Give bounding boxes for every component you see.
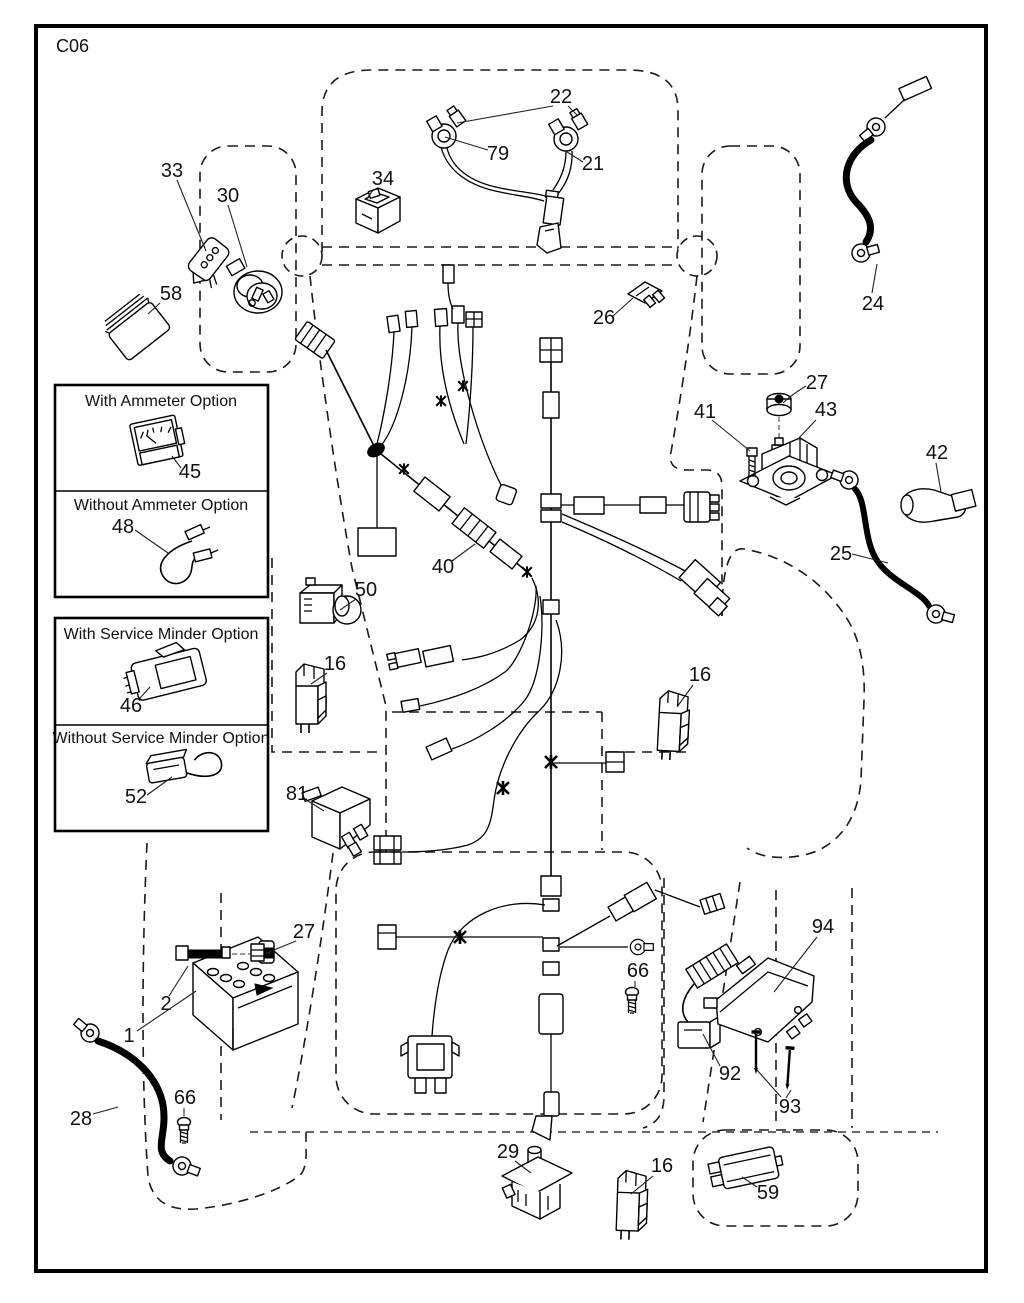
callout-79: 79 (486, 143, 510, 165)
callout-26: 26 (592, 307, 616, 329)
blanking-plug-illustration (145, 744, 223, 787)
terminal-boot-illustration (901, 489, 976, 522)
screw-66-right (626, 988, 639, 1014)
callout-33: 33 (160, 160, 184, 182)
battery-nut-illustration (251, 944, 264, 961)
callout-46: 46 (119, 695, 143, 717)
ammeter-option-box (55, 385, 268, 597)
interlock-switch-bottom (616, 1170, 648, 1240)
module-50-illustration (300, 578, 361, 624)
battery-cable-24-illustration (846, 76, 931, 264)
callout-25: 25 (829, 543, 853, 565)
callout-40: 40 (431, 556, 455, 578)
callout-58: 58 (159, 283, 183, 305)
fuse-26-illustration (628, 282, 665, 307)
callout-22: 22 (549, 86, 573, 108)
callout-50: 50 (354, 579, 378, 601)
callout-94: 94 (811, 916, 835, 938)
callout-41: 41 (693, 401, 717, 423)
callout-81: 81 (285, 783, 309, 805)
service-minder-without-title: Without Service Minder Option (52, 730, 270, 747)
callout-66-right: 66 (626, 960, 650, 982)
callout-27-solenoid: 27 (805, 372, 829, 394)
cable-tie (436, 395, 446, 406)
service-minder-with-title: With Service Minder Option (63, 626, 259, 643)
callout-28: 28 (69, 1108, 93, 1130)
relay-81-illustration (302, 787, 370, 856)
screw-93-b (783, 1048, 795, 1091)
callout-30: 30 (216, 185, 240, 207)
callout-93: 93 (778, 1096, 802, 1118)
screw-66-left (178, 1118, 191, 1144)
callout-29: 29 (496, 1141, 520, 1163)
callout-42: 42 (925, 442, 949, 464)
ammeter-with-title: With Ammeter Option (84, 393, 238, 410)
callout-1: 1 (123, 1025, 135, 1047)
callout-66-left: 66 (173, 1087, 197, 1109)
callout-52: 52 (124, 786, 148, 808)
ignition-switch-illustration (226, 259, 282, 313)
callout-59: 59 (756, 1182, 780, 1204)
callout-16-right: 16 (688, 664, 712, 686)
deck-connector (401, 1036, 459, 1093)
cable-tie (522, 566, 532, 577)
callout-16-left: 16 (323, 653, 347, 675)
callout-48: 48 (111, 516, 135, 538)
callout-45: 45 (178, 461, 202, 483)
switch-34-illustration (356, 188, 400, 233)
callout-34: 34 (371, 168, 395, 190)
interlock-switch-left (296, 664, 326, 733)
callout-43: 43 (814, 399, 838, 421)
callout-27-battery: 27 (292, 921, 316, 943)
callout-24: 24 (861, 293, 885, 315)
headlight-harness-illustration (427, 105, 588, 253)
page-code: C06 (56, 36, 90, 56)
hour-meter-illustration (118, 638, 207, 704)
callout-21: 21 (581, 153, 605, 175)
jumper-wire-illustration (161, 525, 218, 584)
ammeter-illustration (130, 414, 188, 465)
callout-16-bottom: 16 (650, 1155, 674, 1177)
callout-92: 92 (718, 1063, 742, 1085)
service-minder-option-box (53, 618, 270, 831)
ammeter-without-title: Without Ammeter Option (73, 497, 249, 514)
interlock-switch-right (657, 690, 691, 760)
callout-2: 2 (160, 993, 172, 1015)
